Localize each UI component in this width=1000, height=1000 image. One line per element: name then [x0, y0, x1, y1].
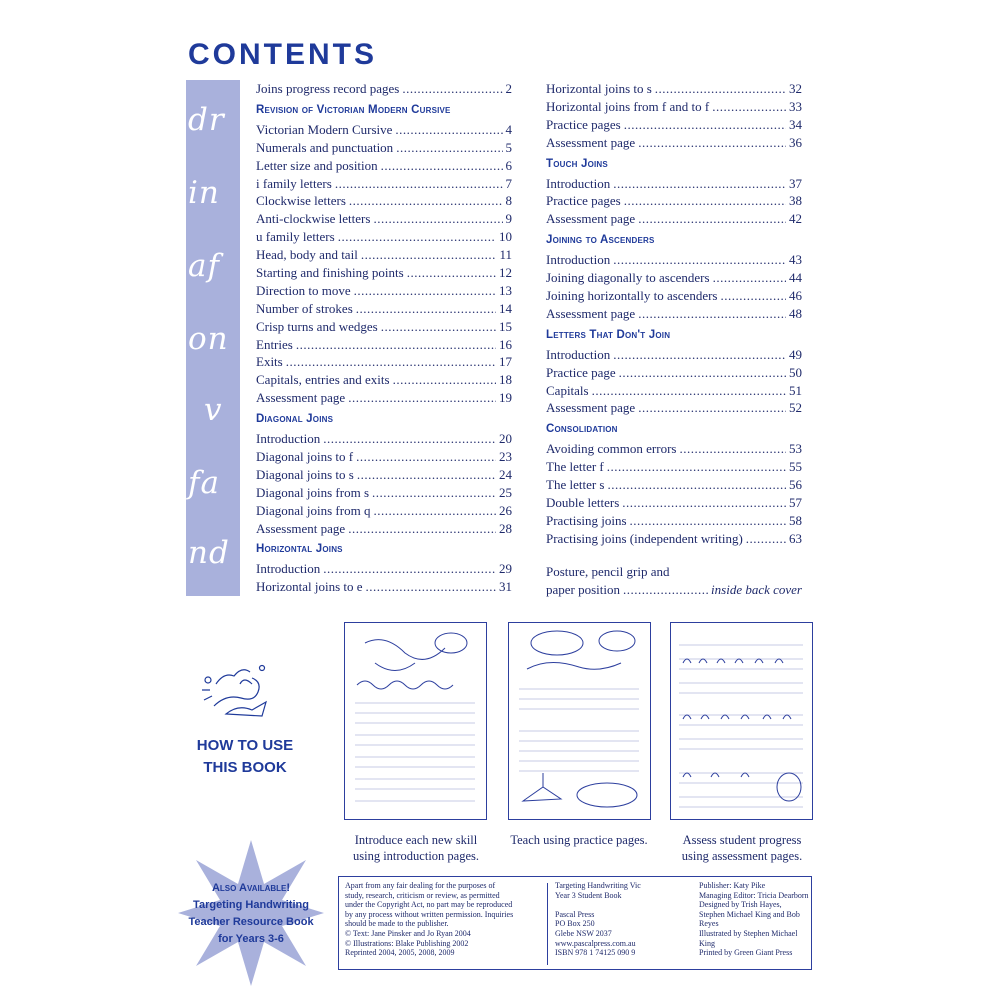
toc-page: 48 [789, 305, 802, 321]
toc-entry [256, 210, 512, 228]
toc-page: 44 [789, 270, 802, 286]
toc-entry [546, 440, 802, 458]
toc-page: 5 [505, 139, 512, 155]
info-line: www.pascalpress.com.au [555, 938, 636, 948]
toc-section-heading: Horizontal Joins [256, 543, 343, 556]
toc-page: 16 [499, 336, 512, 352]
toc-section-heading: Touch Joins [546, 157, 608, 170]
toc-dots [323, 430, 496, 448]
toc-dots [638, 399, 786, 417]
toc-page: 11 [499, 247, 512, 263]
toc-page: 6 [505, 157, 512, 173]
toc-entry [256, 246, 512, 264]
toc-label: Practising joins [546, 512, 627, 528]
toc-entry [256, 264, 512, 282]
toc-entry [256, 228, 512, 246]
toc-entry [546, 210, 802, 228]
info-line: © Illustrations: Blake Publishing 2002 [345, 938, 469, 948]
toc-section-heading: Letters That Don't Join [546, 328, 671, 341]
toc-dots [373, 502, 496, 520]
cursive-sample: nd [188, 535, 230, 571]
toc-page: 18 [499, 372, 512, 388]
toc-label: The letter s [546, 477, 605, 493]
toc-section-heading: Joining to Ascenders [546, 234, 655, 247]
toc-dots [357, 466, 496, 484]
info-line: by any process without written permission. Inquiries [345, 909, 514, 919]
info-line: Publisher: Katy Pike [699, 881, 766, 890]
toc-entry [546, 192, 802, 210]
toc-entry [256, 157, 512, 175]
toc-entry [546, 175, 802, 193]
toc-dots [630, 512, 786, 530]
toc-dots [713, 269, 786, 287]
toc-entry [256, 448, 512, 466]
toc-page: 53 [789, 441, 802, 457]
toc-label: Joining horizontally to ascenders [546, 288, 718, 304]
toc-label: Number of strokes [256, 300, 353, 316]
how-to-use-line-2: THIS BOOK [203, 759, 287, 776]
info-line [555, 900, 685, 910]
info-line: Illustrated by Stephen Michael King [699, 928, 798, 948]
also-available-line: Targeting Handwriting [193, 899, 309, 911]
toc-dots [613, 346, 786, 364]
page-title: CONTENTS [188, 38, 377, 71]
toc-dots [607, 476, 786, 494]
toc-entry [256, 80, 512, 98]
toc-dots [638, 305, 786, 323]
toc-page: 42 [789, 211, 802, 227]
toc-section-heading: Revision of Victorian Modern Cursive [256, 103, 451, 116]
toc-dots [356, 300, 496, 318]
toc-page: 43 [789, 252, 802, 268]
info-line: ISBN 978 1 74125 090 9 [555, 948, 636, 958]
toc-label: Introduction [256, 561, 321, 577]
toc-dots [354, 282, 496, 300]
toc-entry [256, 371, 512, 389]
toc-entry [256, 175, 512, 193]
toc-page: 56 [789, 477, 802, 493]
toc-page: 33 [789, 98, 802, 114]
info-line: PO Box 250 [555, 919, 595, 929]
toc-page: 23 [499, 449, 512, 465]
toc-label: Joins progress record pages [256, 81, 400, 96]
toc-label: Assessment page [546, 134, 636, 150]
toc-label: Numerals and punctuation [256, 139, 394, 155]
toc-label: Capitals, entries and exits [256, 372, 390, 388]
toc-entry [256, 389, 512, 407]
toc-page: 10 [499, 229, 512, 245]
publisher-column [555, 881, 685, 958]
toc-entry [546, 399, 802, 417]
info-line: Apart from any fair dealing for the purposes of [345, 881, 496, 890]
toc-entry [256, 139, 512, 157]
cursive-sample: v [204, 392, 223, 428]
thumbnail-caption-assessment [657, 832, 827, 864]
toc-dots [348, 520, 496, 538]
toc-entry [256, 466, 512, 484]
toc-dots [619, 364, 786, 382]
toc-dots [356, 448, 496, 466]
posture-entry [546, 563, 802, 599]
cursive-sample: in [188, 175, 220, 211]
toc-page: 15 [499, 318, 512, 334]
toc-page: 25 [499, 484, 512, 500]
also-available-line: Teacher Resource Book [188, 916, 314, 928]
toc-entry [256, 121, 512, 139]
toc-label: Practice pages [546, 193, 621, 209]
toc-dots [721, 287, 787, 305]
practice-page-preview [509, 623, 649, 818]
toc-label: Entries [256, 336, 293, 352]
toc-section-heading: Consolidation [546, 423, 618, 436]
info-line: Stephen Michael King and Bob Reyes [699, 909, 800, 929]
toc-page: 9 [505, 211, 512, 227]
toc-label: The letter f [546, 459, 604, 475]
info-line: Printed by Green Giant Press [699, 948, 793, 958]
toc-label: Horizontal joins from f and to f [546, 98, 710, 114]
toc-entry [546, 458, 802, 476]
toc-entry [256, 578, 512, 596]
toc-right-column [546, 80, 802, 548]
toc-page: 37 [789, 175, 802, 191]
thumbnail-caption-intro [331, 832, 501, 864]
toc-label: Assessment page [256, 520, 346, 536]
info-line: study, research, criticism or review, as permitted [345, 890, 500, 900]
toc-label: Diagonal joins from q [256, 502, 371, 518]
info-line: © Text: Jane Pinsker and Jo Ryan 2004 [345, 928, 471, 938]
toc-label: Introduction [256, 431, 321, 447]
posture-line-1: Posture, pencil grip and [546, 564, 670, 579]
toc-dots [323, 560, 496, 578]
toc-dots [624, 192, 786, 210]
toc-entry [546, 80, 802, 98]
toc-label: Assessment page [546, 305, 636, 321]
toc-page: 4 [505, 121, 512, 137]
info-line: Year 3 Student Book [555, 890, 622, 900]
toc-label: Joining diagonally to ascenders [546, 270, 710, 286]
toc-entry [256, 502, 512, 520]
info-line: Managing Editor: Tricia Dearborn [699, 890, 809, 900]
toc-label: i family letters [256, 175, 332, 191]
toc-dots [381, 157, 503, 175]
toc-dots [335, 175, 503, 193]
toc-label: Victorian Modern Cursive [256, 121, 393, 137]
cursive-sample: dr [188, 102, 225, 138]
toc-entry [546, 287, 802, 305]
toc-entry [546, 305, 802, 323]
toc-dots [613, 251, 786, 269]
toc-page: 57 [789, 495, 802, 511]
toc-label: Letter size and position [256, 157, 378, 173]
cursive-sample-strip [186, 80, 240, 596]
introduction-page-preview [345, 623, 485, 818]
toc-dots [338, 228, 496, 246]
toc-label: Crisp turns and wedges [256, 318, 378, 334]
toc-label: Horizontal joins to s [546, 81, 652, 96]
toc-entry [256, 520, 512, 538]
cursive-sample: fa [188, 465, 220, 501]
toc-dots [624, 116, 786, 134]
toc-dots [622, 494, 786, 512]
toc-dots [607, 458, 786, 476]
toc-label: Assessment page [256, 390, 346, 406]
cursive-sample: af [188, 248, 220, 284]
toc-page: 51 [789, 382, 802, 398]
info-line: under the Copyright Act, no part may be reproduced [345, 900, 513, 910]
toc-page: 29 [499, 561, 512, 577]
toc-entry [546, 382, 802, 400]
toc-entry [256, 353, 512, 371]
info-line: Targeting Handwriting Vic [555, 881, 641, 890]
toc-page: 8 [505, 193, 512, 209]
toc-dots [655, 80, 786, 98]
toc-page: 49 [789, 346, 802, 362]
toc-entry [546, 346, 802, 364]
toc-entry [546, 134, 802, 152]
cursive-sample: on [188, 321, 229, 357]
assessment-page-preview [671, 623, 811, 818]
toc-dots [395, 121, 502, 139]
toc-page: 63 [789, 530, 802, 546]
toc-dots [623, 581, 708, 599]
toc-dots [286, 353, 496, 371]
introduction-page-thumbnail [344, 622, 487, 820]
toc-dots [679, 440, 786, 458]
copyright-column [345, 881, 541, 958]
caption-line: Teach using practice pages. [510, 833, 648, 847]
toc-label: Practising joins (independent writing) [546, 530, 743, 546]
toc-label: Clockwise letters [256, 193, 346, 209]
toc-entry [546, 98, 802, 116]
writing-hand-illustration [196, 654, 286, 724]
toc-label: Anti-clockwise letters [256, 211, 371, 227]
toc-page: 26 [499, 502, 512, 518]
toc-left-column [256, 80, 512, 596]
also-available-line: Also Available! [211, 882, 291, 894]
toc-page: 12 [499, 265, 512, 281]
toc-page: 46 [789, 288, 802, 304]
toc-dots [366, 578, 496, 596]
how-to-use-line-1: HOW TO USE [196, 737, 294, 754]
toc-entry [256, 430, 512, 448]
toc-entry [546, 512, 802, 530]
toc-dots [638, 210, 786, 228]
toc-page: 2 [505, 81, 512, 96]
toc-label: paper position [546, 581, 621, 597]
toc-dots [372, 484, 496, 502]
toc-entry [256, 336, 512, 354]
toc-page: 52 [789, 400, 802, 416]
toc-page: 55 [789, 459, 802, 475]
also-available-text [180, 880, 322, 948]
toc-label: Avoiding common errors [546, 441, 677, 457]
toc-dots [396, 139, 502, 157]
toc-dots [349, 192, 503, 210]
toc-dots [361, 246, 497, 264]
toc-entry [256, 560, 512, 578]
toc-entry [256, 318, 512, 336]
toc-dots [613, 175, 786, 193]
toc-dots [712, 98, 786, 116]
info-line: should be made to the publisher. [345, 919, 449, 929]
toc-label: Head, body and tail [256, 247, 358, 263]
credits-column [699, 881, 811, 958]
practice-page-thumbnail [508, 622, 651, 820]
caption-line: Assess student progress [682, 833, 802, 847]
toc-label: Assessment page [546, 211, 636, 227]
also-available-line: for Years 3-6 [218, 933, 284, 945]
toc-dots [381, 318, 496, 336]
toc-dots [592, 382, 786, 400]
info-line: Designed by Trish Hayes, [699, 900, 782, 910]
toc-entry [256, 282, 512, 300]
toc-label: Assessment page [546, 400, 636, 416]
toc-page: 20 [499, 431, 512, 447]
toc-page: 7 [505, 175, 512, 191]
toc-dots [402, 80, 502, 98]
toc-page: 32 [789, 81, 802, 96]
info-line: Reprinted 2004, 2005, 2008, 2009 [345, 948, 455, 958]
toc-entry [256, 192, 512, 210]
how-to-use-heading [180, 735, 310, 779]
toc-page: 19 [499, 390, 512, 406]
toc-label: Introduction [546, 252, 611, 268]
toc-page: 31 [499, 579, 512, 595]
toc-page: 28 [499, 520, 512, 536]
toc-label: Double letters [546, 495, 620, 511]
toc-label: Diagonal joins to s [256, 466, 354, 482]
toc-label: Direction to move [256, 282, 351, 298]
toc-dots [373, 210, 502, 228]
info-line: Pascal Press [555, 909, 595, 919]
toc-label: Diagonal joins from s [256, 484, 370, 500]
toc-dots [746, 530, 786, 548]
toc-dots [393, 371, 496, 389]
publication-info-box [338, 876, 812, 970]
toc-entry [546, 116, 802, 134]
toc-entry [546, 530, 802, 548]
toc-page: 24 [499, 466, 512, 482]
info-line: Glebe NSW 2037 [555, 928, 612, 938]
toc-label: Introduction [546, 346, 611, 362]
toc-label: Horizontal joins to e [256, 579, 363, 595]
toc-label: Practice pages [546, 116, 621, 132]
toc-dots [296, 336, 496, 354]
toc-page: 13 [499, 282, 512, 298]
toc-label: Diagonal joins to f [256, 449, 354, 465]
toc-entry [546, 269, 802, 287]
assessment-page-thumbnail [670, 622, 813, 820]
toc-page: 50 [789, 364, 802, 380]
toc-dots [638, 134, 786, 152]
toc-label: Starting and finishing points [256, 265, 404, 281]
toc-page: 38 [789, 193, 802, 209]
posture-line-2 [546, 581, 802, 599]
toc-dots [407, 264, 496, 282]
toc-label: Capitals [546, 382, 589, 398]
toc-label: Exits [256, 354, 283, 370]
toc-entry [546, 251, 802, 269]
toc-page: 17 [499, 354, 512, 370]
toc-label: Practice page [546, 364, 616, 380]
toc-page: 36 [789, 134, 802, 150]
toc-entry [256, 300, 512, 318]
toc-label: Introduction [546, 175, 611, 191]
caption-line: using assessment pages. [681, 849, 803, 863]
toc-page: inside back cover [711, 581, 802, 597]
divider [547, 883, 548, 965]
toc-entry [546, 364, 802, 382]
toc-entry [256, 484, 512, 502]
toc-entry [546, 494, 802, 512]
toc-label: u family letters [256, 229, 335, 245]
caption-line: using introduction pages. [352, 849, 480, 863]
toc-section-heading: Diagonal Joins [256, 413, 334, 426]
toc-page: 58 [789, 512, 802, 528]
toc-entry [546, 476, 802, 494]
caption-line: Introduce each new skill [354, 833, 478, 847]
toc-page: 34 [789, 116, 802, 132]
thumbnail-caption-practice [494, 832, 664, 848]
toc-page: 14 [499, 300, 512, 316]
toc-dots [348, 389, 496, 407]
